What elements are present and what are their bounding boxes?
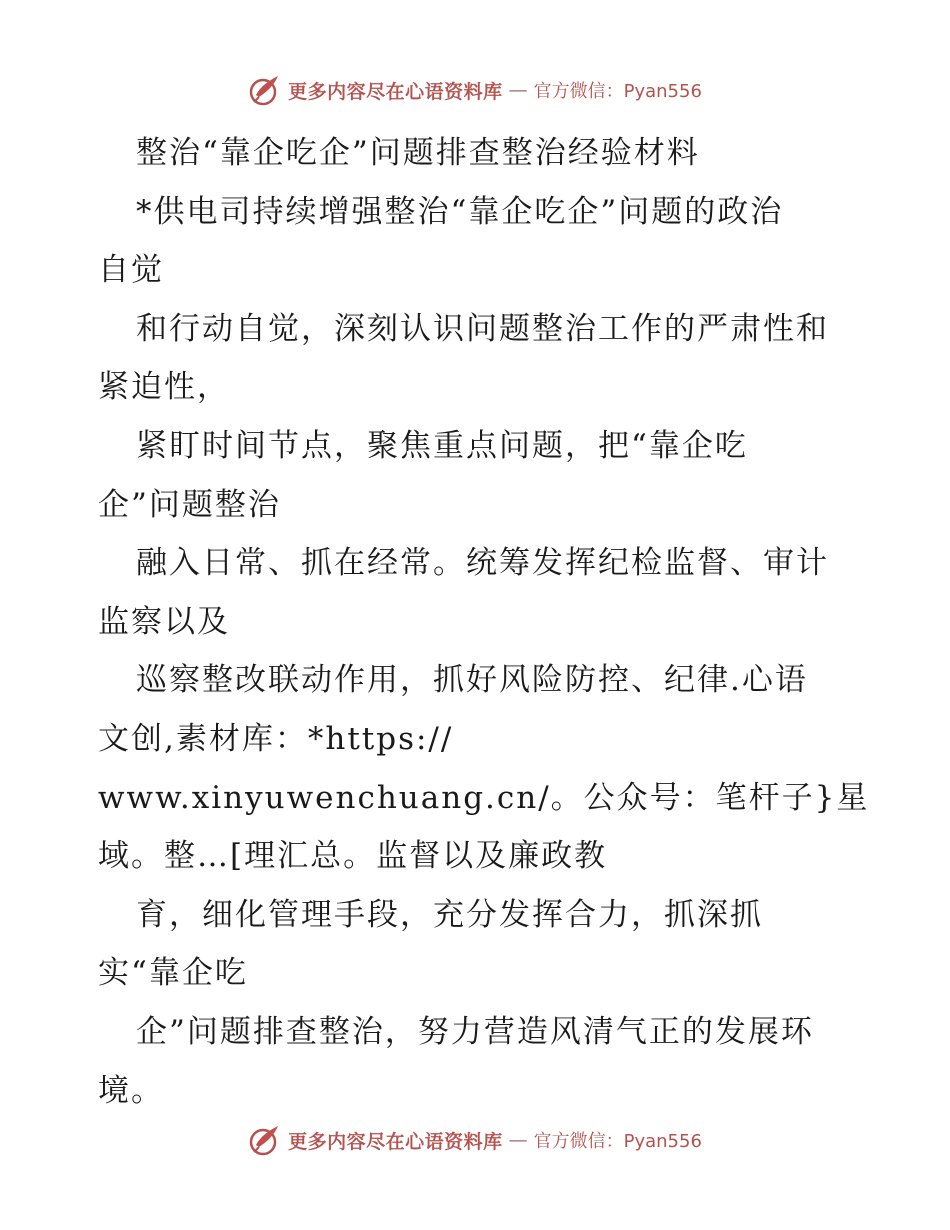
quill-pen-logo-icon xyxy=(248,1123,282,1157)
document-line: 企”问题排查整治，努力营造风清气正的发展环 xyxy=(136,1013,814,1050)
document-line: 域。整…[理汇总。监督以及廉政教 xyxy=(98,838,608,875)
banner-text: 更多内容尽在心语资料库 xyxy=(288,80,503,103)
document-line: 紧迫性， xyxy=(98,369,230,406)
document-line: 育，细化管理手段，充分发挥合力，抓深抓 xyxy=(136,896,763,933)
document-title: 整治“靠企吃企”问题排查整治经验材料 xyxy=(136,135,700,171)
document-line: *供电司持续增强整治“靠企吃企”问题的政治 xyxy=(136,193,784,230)
footer-banner xyxy=(0,1120,950,1160)
document-line: 紧盯时间节点，聚焦重点问题，把“靠企吃 xyxy=(136,427,748,464)
document-line: 文创,素材库：*https:// xyxy=(98,720,454,757)
banner-wechat: 官方微信：Pyan556 xyxy=(533,1131,702,1152)
document-line: www.xinyuwenchuang.cn/。公众号：笔杆子}星 xyxy=(98,779,870,816)
document-line: 巡察整改联动作用，抓好风险防控、纪律.心语 xyxy=(136,662,808,699)
quill-pen-logo-icon xyxy=(248,73,282,107)
document-line: 和行动自觉，深刻认识问题整治工作的严肃性和 xyxy=(136,310,829,347)
document-line: 实“靠企吃 xyxy=(98,955,248,992)
document-line: 监察以及 xyxy=(98,603,230,640)
document-line: 境。 xyxy=(98,1072,164,1109)
document-line: 企”问题整治 xyxy=(98,486,281,523)
banner-text: 更多内容尽在心语资料库 xyxy=(288,1130,503,1153)
banner-separator: — xyxy=(508,1129,528,1151)
document-body xyxy=(98,124,870,1120)
document-line: 自觉 xyxy=(98,252,164,289)
document-line: 融入日常、抓在经常。统筹发挥纪检监督、审计 xyxy=(136,545,829,582)
banner-separator: — xyxy=(508,79,528,101)
banner-wechat: 官方微信：Pyan556 xyxy=(533,81,702,102)
header-banner xyxy=(0,70,950,110)
